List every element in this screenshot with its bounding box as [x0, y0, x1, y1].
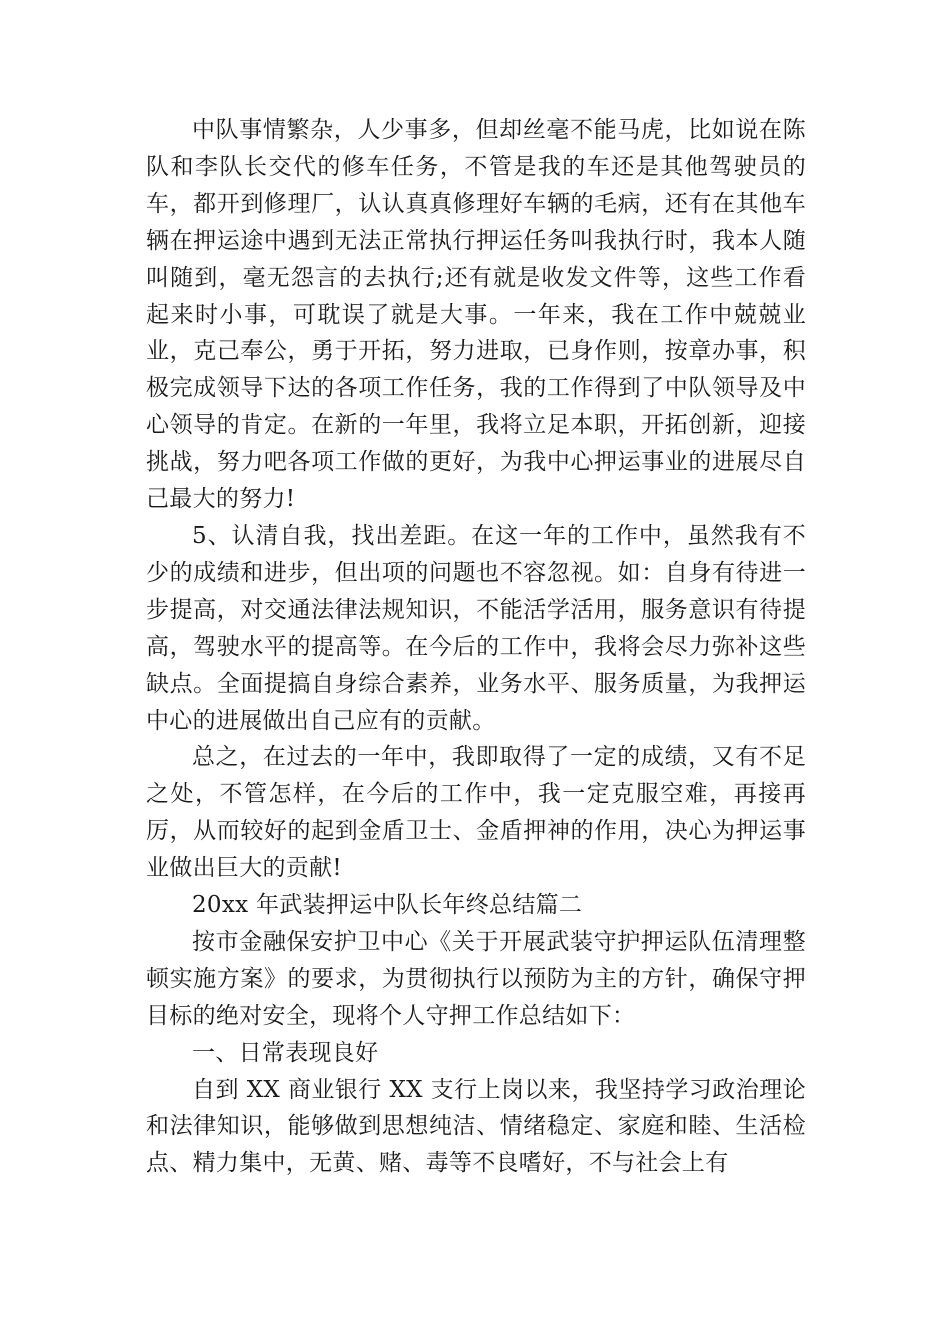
paragraph-daily-performance: 自到 XX 商业银行 XX 支行上岗以来，我坚持学习政治理论和法律知识，能够做到思想纯洁、情绪稳定、家庭和睦、生活检点、精力集中，无黄、赌、毒等不良嗜好，不与社会上有 [146, 1076, 806, 1177]
paragraph-introduction: 按市金融保安护卫中心《关于开展武装守护押运队伍清理整顿实施方案》的要求，为贯彻执行以预防为主的方针，确保守押目标的绝对安全，现将个人守押工作总结如下： [146, 928, 806, 1029]
paragraph-self-assessment: 5、认清自我，找出差距。在这一年的工作中，虽然我有不少的成绩和进步，但出项的问题也不容忽视。如：自身有待进一步提高，对交通法律法规知识，不能活学活用，服务意识有待提高，驾驶水平的提高等。在今后的工作中，我将会尽力弥补这些缺点。全面提搞自身综合素养，业务水平、服务质量，为我押运中心的进展做出自己应有的贡献。 [146, 522, 806, 734]
paragraph-team-duties: 中队事情繁杂，人少事多，但却丝毫不能马虎，比如说在陈队和李队长交代的修车任务，不管是我的车还是其他驾驶员的车，都开到修理厂，认认真真修理好车辆的毛病，还有在其他车辆在押运途中遇到无法正常执行押运任务叫我执行时，我本人随叫随到，毫无怨言的去执行;还有就是收发文件等，这些工作看起来时小事，可耽误了就是大事。一年来，我在工作中兢兢业业，克己奉公，勇于开拓，努力进取，已身作则，按章办事，积极完成领导下达的各项工作任务，我的工作得到了中队领导及中心领导的肯定。在新的一年里，我将立足本职，开拓创新，迎接挑战，努力吧各项工作做的更好，为我中心押运事业的进展尽自己最大的努力! [146, 117, 806, 513]
document-body [146, 112, 806, 1182]
subheading-daily-performance: 一、日常表现良好 [192, 1039, 379, 1066]
section-title-part-two: 20xx 年武装押运中队长年终总结篇二 [192, 892, 583, 919]
paragraph-conclusion: 总之，在过去的一年中，我即取得了一定的成绩，又有不足之处，不管怎样，在今后的工作中，我一定克服空难，再接再厉，从而较好的起到金盾卫士、金盾押神的作用，决心为押运事业做出巨大的贡献! [146, 744, 806, 882]
